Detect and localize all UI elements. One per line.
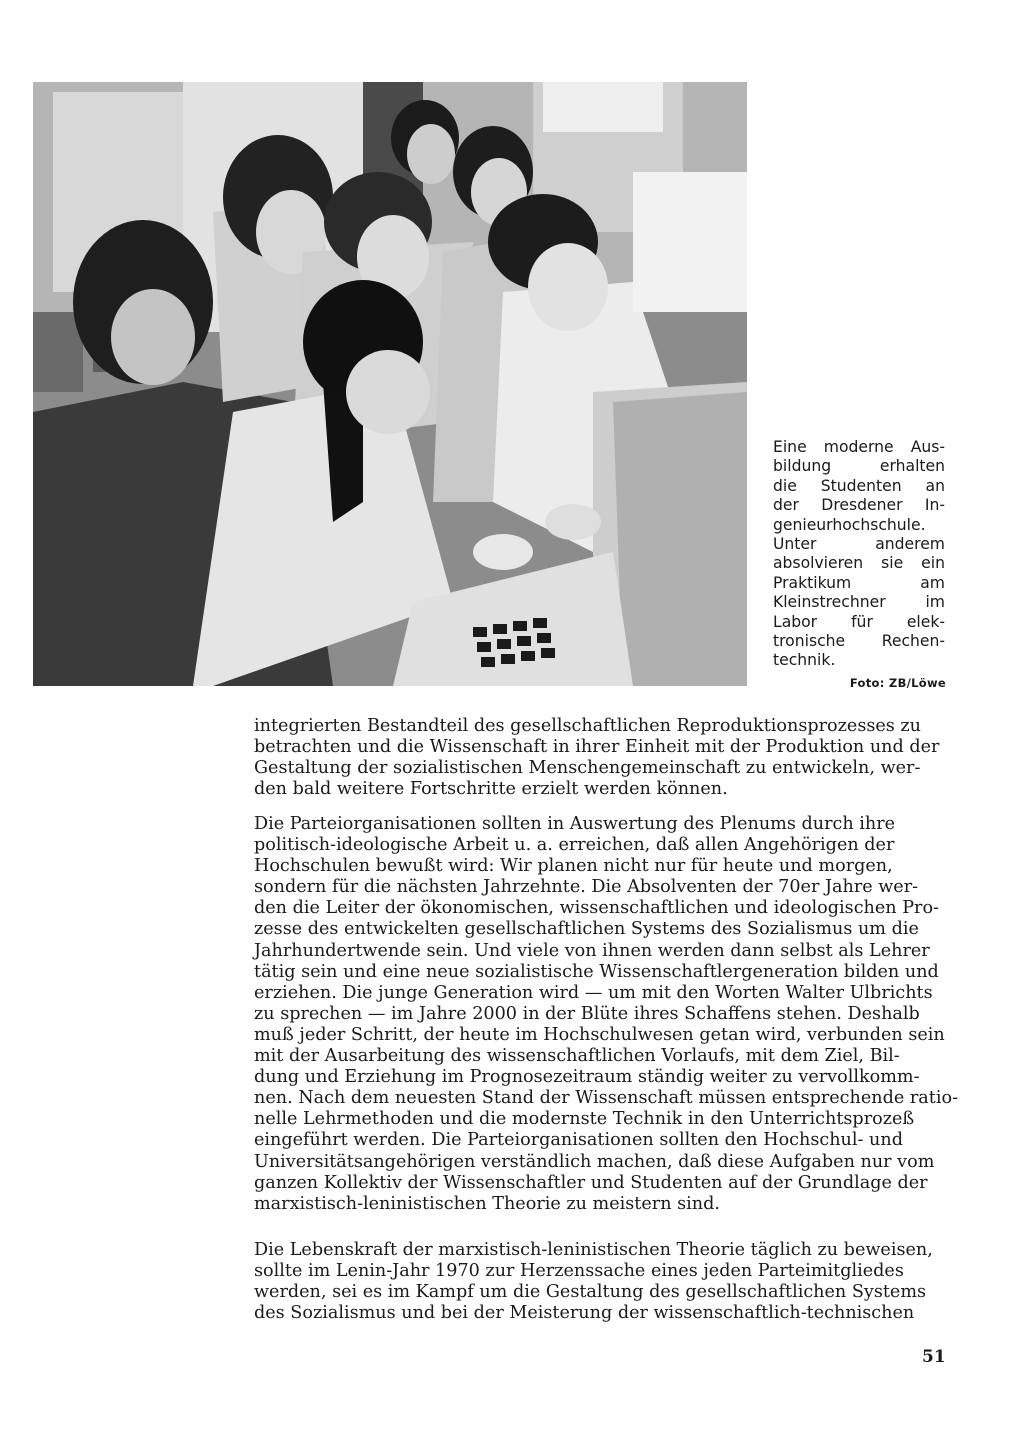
text-line: des Sozialismus und bei der Meisterung der wissenschaftlich-technischen [254, 1303, 915, 1324]
text-line: tätig sein und eine neue sozialistische Wissenschaftlergeneration bilden und [254, 961, 939, 982]
text-line: erziehen. Die junge Generation wird — um mit den Worten Walter Ulbrichts [254, 982, 933, 1003]
photo-credit: Foto: ZB/Löwe [849, 676, 946, 690]
text-line: dung und Erziehung im Prognosezeitraum ständig weiter zu vervollkomm- [254, 1067, 920, 1088]
caption-line: genieurhochschule. [773, 515, 926, 534]
text-line: nelle Lehrmethoden und die modernste Technik in den Unterrichtsprozeß [254, 1109, 915, 1130]
text-line: betrachten und die Wissenschaft in ihrer Einheit mit der Produktion und der [254, 737, 940, 758]
page-number: 51 [922, 1347, 946, 1367]
caption-line: technik. [773, 651, 836, 670]
text-line: den die Leiter der ökonomischen, wissenschaftlichen und ideologischen Pro- [254, 898, 939, 919]
text-line: sollte im Lenin-Jahr 1970 zur Herzenssache eines jeden Parteimitgliedes [254, 1261, 904, 1282]
text-line: eingeführt werden. Die Parteiorganisationen sollten den Hochschul- und [254, 1130, 903, 1151]
students-computer-photo [33, 82, 747, 686]
text-line: ganzen Kollektiv der Wissenschaftler und Studenten auf der Grundlage der [254, 1172, 928, 1193]
text-line: zu sprechen — im Jahre 2000 in der Blüte ihres Schaffens stehen. Deshalb [254, 1003, 920, 1024]
text-line: mit der Ausarbeitung des wissenschaftlichen Vorlaufs, mit dem Ziel, Bil- [254, 1046, 900, 1067]
body-paragraph-1 [254, 716, 940, 800]
caption-line: tronische Rechen- [773, 632, 945, 651]
caption-line: Praktikum am [773, 573, 945, 592]
text-line: nen. Nach dem neuesten Stand der Wissenschaft müssen entsprechende ratio- [254, 1088, 959, 1109]
text-line: Jahrhundertwende sein. Und viele von ihnen werden dann selbst als Lehrer [254, 940, 930, 961]
body-paragraph-3 [254, 1240, 933, 1324]
text-line: politisch-ideologische Arbeit u. a. erreichen, daß allen Angehörigen der [254, 835, 895, 856]
text-line: werden, sei es im Kampf um die Gestaltung des gesellschaftlichen Systems [254, 1282, 927, 1303]
text-line: Universitätsangehörigen verständlich machen, daß diese Aufgaben nur vom [254, 1151, 935, 1172]
caption-line: der Dresdener In- [773, 496, 945, 515]
text-line: integrierten Bestandteil des gesellschaftlichen Reproduktionsprozesses zu [254, 716, 922, 736]
body-paragraph-2 [254, 814, 959, 1215]
text-line: marxistisch-leninistischen Theorie zu meistern sind. [254, 1193, 720, 1214]
text-line: den bald weitere Fortschritte erzielt werden können. [254, 779, 728, 800]
caption-line: Eine moderne Aus- [773, 438, 945, 456]
caption-line: Unter anderem [773, 535, 945, 554]
text-line: zesse des entwickelten gesellschaftlichen Systems des Sozialismus um die [254, 919, 919, 940]
caption-line: Kleinstrechner im [773, 593, 945, 612]
text-line: Hochschulen bewußt wird: Wir planen nicht nur für heute und morgen, [254, 856, 893, 877]
photo-caption [773, 438, 945, 671]
text-line: sondern für die nächsten Jahrzehnte. Die Absolventen der 70er Jahre wer- [254, 877, 919, 898]
caption-line: bildung erhalten [773, 457, 945, 476]
caption-line: die Studenten an [773, 476, 945, 495]
text-line: Die Parteiorganisationen sollten in Auswertung des Plenums durch ihre [254, 814, 896, 834]
text-line: Die Lebenskraft der marxistisch-leninistischen Theorie täglich zu beweisen, [254, 1240, 933, 1260]
caption-line: Labor für elek- [773, 612, 945, 631]
caption-line: absolvieren sie ein [773, 554, 945, 573]
photo-illustration [33, 82, 747, 686]
text-line: muß jeder Schritt, der heute im Hochschulwesen getan wird, verbunden sein [254, 1024, 945, 1045]
text-line: Gestaltung der sozialistischen Menschengemeinschaft zu entwickeln, wer- [254, 758, 921, 779]
